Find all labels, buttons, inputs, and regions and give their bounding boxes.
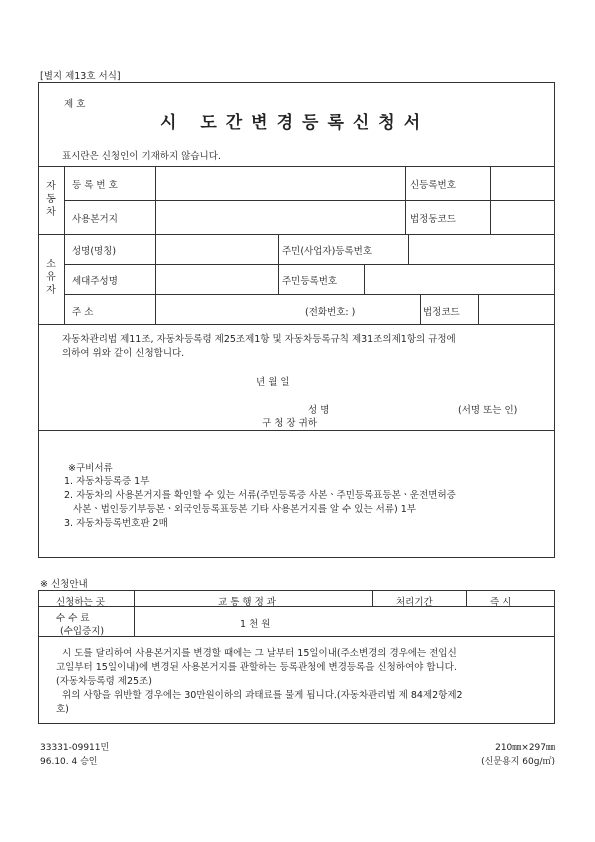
guide-heading: ※ 신청안내	[40, 579, 88, 590]
notice-line: 고일부터 15일이내)에 변경된 사용본거지를 관할하는 등록관청에 변경등록을 신청하여야 합니다.	[56, 662, 457, 673]
name-label: 성명(명칭)	[72, 246, 117, 257]
signature-label: 성 명	[308, 405, 330, 416]
divider	[466, 590, 467, 606]
notice-line: 위의 사항을 위반할 경우에는 30만원이하의 과태료를 물게 됩니다.(자동차관리법 제 84제2항제2	[56, 690, 463, 701]
legal-code-field[interactable]	[479, 295, 554, 323]
form-code: 33331-09911민	[40, 743, 110, 753]
notice-line: 호)	[56, 704, 69, 715]
divider	[420, 294, 421, 324]
statement-line: 자동차관리법 제11조, 자동차등록령 제25조제1항 및 자동차등록규칙 제31조의제1항의 규정에	[62, 334, 456, 345]
legal-dong-code-label: 법정동코드	[410, 214, 456, 225]
address-field[interactable]	[156, 295, 296, 323]
divider	[372, 590, 373, 606]
new-reg-number-field[interactable]	[491, 167, 554, 199]
divider	[38, 324, 555, 325]
approval-date: 96.10. 4 승인	[40, 757, 98, 767]
reg-number-field[interactable]	[156, 167, 404, 199]
submit-to-label: 신청하는 곳	[56, 597, 105, 608]
legal-code-label: 법정코드	[423, 307, 460, 318]
recipient: 구 청 장 귀하	[262, 418, 317, 429]
divider	[405, 166, 406, 234]
base-location-field[interactable]	[156, 201, 404, 233]
form-number-label: 제 호	[64, 99, 86, 110]
sign-note: (서명 또는 인)	[458, 405, 518, 416]
divider	[38, 636, 555, 637]
resident-reg-field[interactable]	[365, 265, 554, 293]
resident-number-label: 주민(사업자)등록번호	[282, 246, 373, 257]
document-item: 2. 자동차의 사용본거지를 확인할 수 있는 서류(주민등록증 사본ㆍ주민등록표등본ㆍ운전면허증	[64, 490, 456, 501]
divider	[278, 234, 279, 294]
divider	[38, 606, 555, 607]
period-label: 처리기간	[396, 597, 433, 608]
legal-dong-code-field[interactable]	[491, 201, 554, 233]
resident-reg-label: 주민등록번호	[282, 276, 338, 287]
period-value: 즉 시	[490, 597, 512, 608]
submit-to-value: 교 통 행 정 과	[218, 597, 276, 608]
phone-label: (전화번호: )	[305, 307, 356, 318]
paper-size: 210㎜×297㎜	[495, 743, 555, 753]
base-location-label: 사용본거지	[72, 214, 118, 225]
paper-type: (신문용지 60g/㎡)	[481, 757, 555, 767]
document-item: 3. 자동차등록번호판 2매	[64, 518, 168, 529]
date-label: 년 월 일	[256, 377, 290, 388]
fee-sub-label: (수입증지)	[60, 626, 105, 637]
reg-number-label: 등 록 번 호	[72, 180, 118, 191]
vehicle-section-label: 자 동 차	[46, 181, 56, 218]
new-reg-number-label: 신등록번호	[410, 180, 456, 191]
divider	[38, 430, 555, 431]
form-title: 시 도간변경등록신청서	[160, 113, 430, 133]
notice-line: 시 도를 달리하여 사용본거지를 변경할 때에는 그 날부터 15일이내(주소변경의 경우에는 전입신	[56, 648, 457, 659]
fee-value: 1 천 원	[240, 619, 271, 630]
divider	[64, 166, 65, 324]
name-field[interactable]	[156, 235, 277, 263]
document-item: 1. 자동차등록증 1부	[64, 476, 150, 487]
address-label: 주 소	[72, 307, 94, 318]
form-note: 표시란은 신청인이 기재하지 않습니다.	[62, 151, 221, 162]
statement-line: 의하여 위와 같이 신청합니다.	[62, 348, 185, 359]
fee-label: 수 수 료	[56, 613, 90, 624]
owner-section-label: 소 유 자	[46, 259, 56, 296]
householder-label: 세대주성명	[72, 276, 118, 287]
householder-field[interactable]	[156, 265, 277, 293]
document-item: 사본ㆍ법인등기부등본ㆍ외국인등록표등본 기타 사용본거지를 알 수 있는 서류) 1부	[64, 504, 416, 515]
form-label: [별지 제13호 서식]	[40, 71, 121, 82]
divider	[134, 590, 135, 636]
notice-line: (자동차등록령 제25조)	[56, 676, 152, 687]
documents-heading: ※구비서류	[68, 463, 113, 474]
resident-number-field[interactable]	[409, 235, 554, 263]
